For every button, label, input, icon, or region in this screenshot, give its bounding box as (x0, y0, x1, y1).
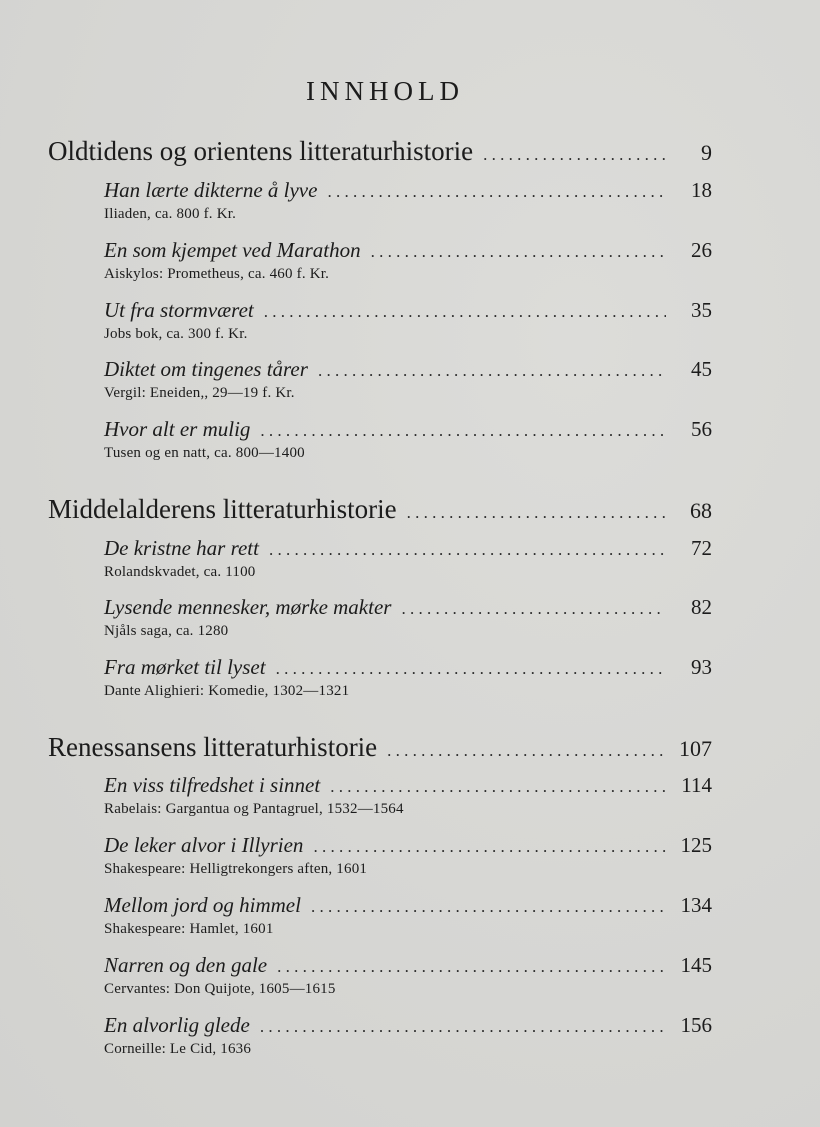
dot-leader (387, 741, 666, 761)
entry-title: En som kjempet ved Marathon (104, 238, 361, 262)
page-number: 45 (691, 357, 712, 381)
toc-entry (104, 595, 712, 640)
toc-entry (104, 238, 712, 283)
dot-leader (401, 599, 666, 619)
toc-entry (104, 655, 712, 700)
dot-leader (318, 361, 666, 381)
entry-title: Han lærte dikterne å lyve (104, 178, 318, 202)
entry-subtitle: Rolandskvadet, ca. 1100 (104, 564, 256, 580)
page-number: 18 (691, 178, 712, 202)
entry-title: Ut fra stormværet (104, 298, 254, 322)
toc-entry (104, 417, 712, 462)
entry-subtitle: Rabelais: Gargantua og Pantagruel, 1532—1564 (104, 801, 404, 817)
section-title: Oldtidens og orientens litteraturhistorie (48, 136, 474, 166)
toc-section-renessanse (48, 732, 712, 763)
entry-subtitle: Dante Alighieri: Komedie, 1302—1321 (104, 683, 350, 699)
dot-leader (260, 421, 666, 441)
section-title: Renessansens litteraturhistorie (48, 732, 378, 762)
dot-leader (483, 145, 666, 165)
page-number: 145 (680, 953, 712, 977)
dot-leader (276, 659, 666, 679)
entry-subtitle: Aiskylos: Prometheus, ca. 460 f. Kr. (104, 266, 330, 282)
toc-entry (104, 833, 712, 878)
entry-title: En alvorlig glede (104, 1013, 250, 1037)
page-number: 35 (691, 298, 712, 322)
page-number: 93 (691, 655, 712, 679)
toc-entry (104, 178, 712, 223)
dot-leader (264, 302, 666, 322)
toc-entry (104, 953, 712, 998)
entry-title: De leker alvor i Illyrien (104, 833, 304, 857)
page-number: 156 (680, 1013, 712, 1037)
dot-leader (269, 540, 666, 560)
toc-entry (104, 298, 712, 343)
dot-leader (311, 897, 666, 917)
toc-section-middelalder (48, 494, 712, 525)
page-number: 68 (690, 498, 712, 523)
page-number: 72 (691, 536, 712, 560)
page-number: 114 (681, 773, 712, 797)
dot-leader (407, 503, 666, 523)
toc-entry (104, 893, 712, 938)
entry-subtitle: Cervantes: Don Quijote, 1605—1615 (104, 981, 336, 997)
dot-leader (327, 182, 666, 202)
entry-title: Fra mørket til lyset (104, 655, 266, 679)
toc-entry (104, 357, 712, 402)
entry-subtitle: Tusen og en natt, ca. 800—1400 (104, 445, 305, 461)
toc-entry (104, 1013, 712, 1058)
entry-subtitle: Njåls saga, ca. 1280 (104, 623, 229, 639)
page-title: INNHOLD (306, 76, 464, 106)
page-number: 26 (691, 238, 712, 262)
page-number: 134 (680, 893, 712, 917)
dot-leader (330, 777, 666, 797)
entry-subtitle: Vergil: Eneiden,, 29—19 f. Kr. (104, 385, 295, 401)
entry-title: Narren og den gale (104, 953, 268, 977)
entry-subtitle: Iliaden, ca. 800 f. Kr. (104, 206, 237, 222)
entry-title: Mellom jord og himmel (104, 893, 301, 917)
section-title: Middelalderens litteraturhistorie (48, 494, 397, 524)
toc-entry (104, 773, 712, 818)
entry-subtitle: Shakespeare: Helligtrekongers aften, 1601 (104, 861, 368, 877)
toc-section-oldtid (48, 136, 712, 167)
entry-title: Lysende mennesker, mørke makter (104, 595, 392, 619)
page-number: 125 (680, 833, 712, 857)
page-number: 82 (691, 595, 712, 619)
toc-entry (104, 536, 712, 581)
entry-title: Hvor alt er mulig (104, 417, 251, 441)
dot-leader (313, 837, 666, 857)
entry-title: En viss tilfredshet i sinnet (104, 773, 321, 797)
entry-subtitle: Corneille: Le Cid, 1636 (104, 1041, 252, 1057)
dot-leader (260, 1017, 666, 1037)
page-number: 9 (701, 140, 712, 165)
entry-title: De kristne har rett (104, 536, 259, 560)
dot-leader (277, 957, 666, 977)
page-number: 107 (679, 736, 712, 761)
entry-subtitle: Jobs bok, ca. 300 f. Kr. (104, 326, 248, 342)
entry-subtitle: Shakespeare: Hamlet, 1601 (104, 921, 274, 937)
dot-leader (371, 242, 666, 262)
entry-title: Diktet om tingenes tårer (104, 357, 308, 381)
page-number: 56 (691, 417, 712, 441)
